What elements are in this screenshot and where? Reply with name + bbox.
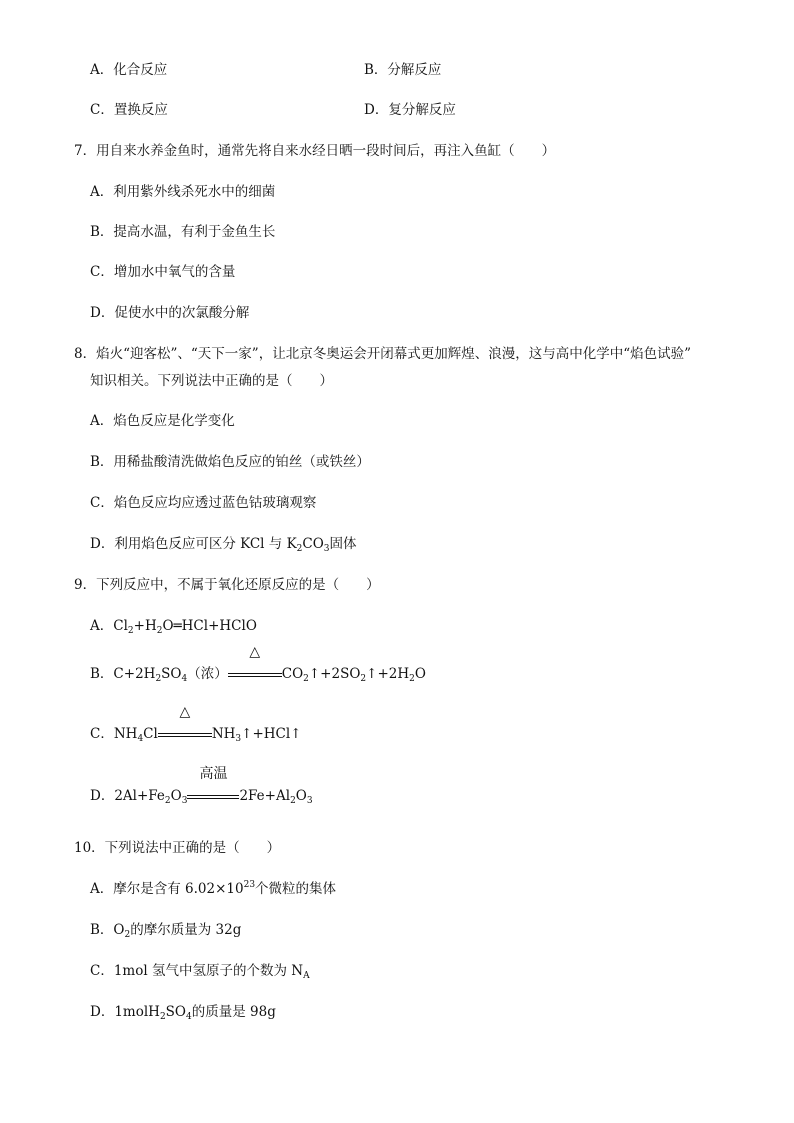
q10-d-text: 的质量是 98g (191, 1004, 276, 1020)
reaction-condition (228, 644, 282, 684)
q6-option-c: C．置换反应 (90, 102, 168, 118)
q9-b-text: SO (161, 666, 182, 682)
q8-d-sub2: 3 (323, 544, 330, 554)
q10-c-text: C．1mol 氢气中氢原子的个数为 N (90, 963, 304, 979)
equals-bar (158, 733, 212, 737)
q9-c-sub: 3 (235, 734, 242, 744)
q10-d-sub: 4 (186, 1012, 192, 1022)
q9-d-text: 2Al+Fe (114, 788, 165, 804)
q9-option-a (90, 616, 257, 636)
q10-b-text: 的摩尔质量为 32g (130, 922, 242, 938)
q9-stem: 9．下列反应中，不属于氧化还原反应的是（ ） (74, 577, 380, 593)
q8-option-a: A．焰色反应是化学变化 (90, 413, 235, 429)
q9-b-text: ↑+2SO (308, 666, 361, 682)
q7-option-a: A．利用紫外线杀死水中的细菌 (90, 184, 276, 200)
q10-option-c (90, 961, 310, 981)
q8-d-text: D．利用焰色反应可区分 KCl 与 K (90, 536, 297, 552)
q9-a-sub: 2 (127, 626, 134, 636)
q7-stem: 7．用自来水养金鱼时，通常先将自来水经日晒一段时间后，再注入鱼缸（ ） (74, 143, 556, 159)
q9-a-label: A． (90, 618, 114, 634)
q7-option-d: D．促使水中的次氯酸分解 (90, 305, 250, 321)
q8-option-c: C．焰色反应均应透过蓝色钴玻璃观察 (90, 495, 317, 511)
q10-a-text: A．摩尔是含有 6.02×10 (90, 881, 244, 897)
q9-c-sub: 4 (137, 734, 144, 744)
q9-c-text: ↑+HCl↑ (241, 726, 302, 742)
q6-option-a: A．化合反应 (90, 62, 168, 78)
q10-d-sub: 2 (159, 1012, 166, 1022)
q9-c-text: NH (113, 726, 138, 742)
q9-b-text: ↑+2H (366, 666, 410, 682)
q9-a-text: +H (133, 618, 157, 634)
q9-option-d (90, 766, 313, 806)
q10-c-sub: A (303, 971, 310, 981)
q9-b-sub: 2 (155, 674, 162, 684)
q10-d-text: SO (165, 1004, 186, 1020)
q6-option-d: D．复分解反应 (364, 102, 456, 118)
q9-d-label: D． (90, 788, 115, 804)
q10-a-sup: 23 (243, 880, 256, 890)
q10-d-text: D．1molH (90, 1004, 160, 1020)
q9-d-text: 2Fe+Al (239, 788, 291, 804)
q6-option-b: B．分解反应 (364, 62, 442, 78)
q8-d-mid: CO (302, 536, 324, 552)
equals-bar (187, 795, 239, 799)
q10-a-text: 个微粒的集体 (255, 881, 337, 897)
q9-d-text: O (295, 788, 307, 804)
q10-b-text: B．O (90, 922, 125, 938)
q9-b-text: C+2H (113, 666, 156, 682)
reaction-condition (187, 766, 239, 806)
q9-a-sub: 2 (156, 626, 163, 636)
q9-b-sub: 4 (181, 674, 188, 684)
q9-option-b (90, 644, 426, 684)
high-temp-label: 高温 (199, 766, 228, 782)
q9-c-text: Cl (143, 726, 158, 742)
q8-option-b: B．用稀盐酸清洗做焰色反应的铂丝（或铁丝） (90, 454, 370, 470)
q9-option-c (90, 704, 302, 744)
q8-d-post: 固体 (329, 536, 357, 552)
reaction-condition (158, 704, 212, 744)
q8-option-d (90, 534, 357, 554)
q9-b-sub: 2 (303, 674, 309, 684)
q9-b-text: CO (281, 666, 304, 682)
q9-a-text: O═HCl+HClO (162, 618, 257, 634)
q8-stem-line1: 8．焰火“迎客松”、“天下一家”，让北京冬奥运会开闭幕式更加辉煌、浪漫，这与高中化学中“焰色试验” (74, 346, 691, 362)
q10-option-a (90, 879, 336, 899)
q8-d-sub1: 2 (296, 544, 303, 554)
q9-d-sub: 3 (181, 796, 188, 806)
heat-symbol: △ (249, 644, 261, 660)
q9-b-text: （浓） (187, 666, 228, 682)
q9-b-label: B． (90, 666, 114, 682)
q10-option-b (90, 920, 241, 940)
q9-c-text: NH (211, 726, 236, 742)
q9-d-sub: 2 (164, 796, 171, 806)
q10-stem: 10．下列说法中正确的是（ ） (74, 840, 281, 856)
q9-d-text: O (170, 788, 182, 804)
heat-symbol: △ (179, 704, 191, 720)
q10-option-d (90, 1002, 276, 1022)
q9-d-sub: 3 (306, 796, 313, 806)
q9-b-sub: 2 (360, 674, 367, 684)
equals-bar (228, 673, 282, 677)
q9-c-label: C． (90, 726, 114, 742)
q10-b-sub: 2 (124, 930, 131, 940)
q8-stem-line2: 知识相关。下列说法中正确的是（ ） (90, 373, 333, 389)
q9-b-sub: 2 (409, 674, 415, 684)
q9-d-sub: 2 (290, 796, 296, 806)
q7-option-b: B．提高水温，有利于金鱼生长 (90, 224, 276, 240)
q9-b-text: O (414, 666, 426, 682)
q7-option-c: C．增加水中氧气的含量 (90, 264, 236, 280)
q9-a-text: Cl (113, 618, 128, 634)
